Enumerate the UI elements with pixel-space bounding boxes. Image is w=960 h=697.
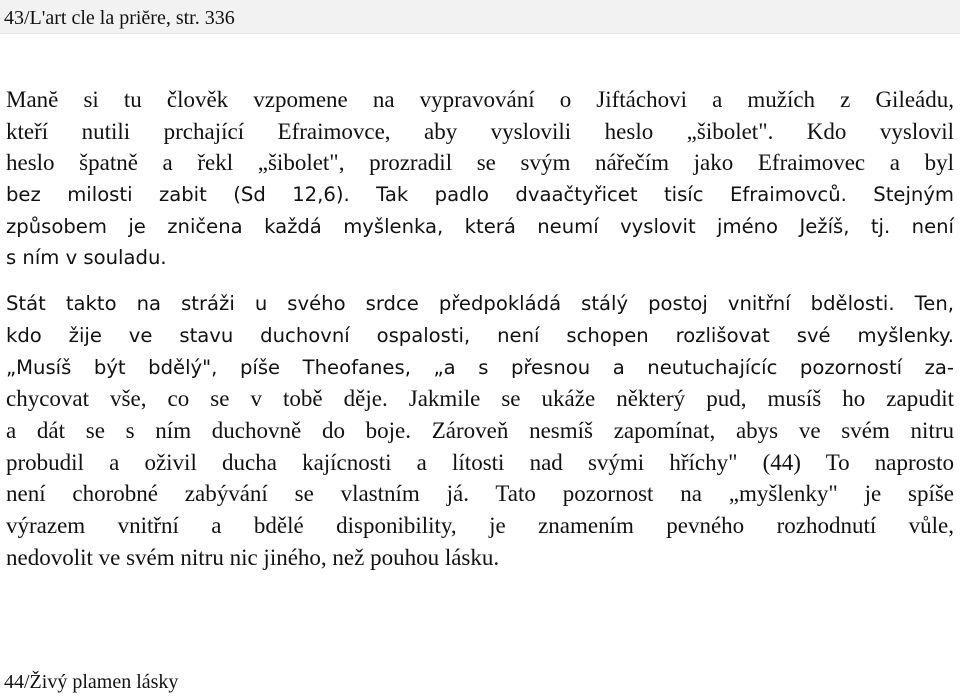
document-body — [6, 84, 954, 573]
page-footer-title: 44/Živý plamen lásky — [4, 671, 179, 693]
paragraph-gap — [6, 274, 954, 288]
text-line: „Musíš být bdělý", píše Theofanes, „a s přesnou a neutuchajícíc pozorností za- — [6, 355, 954, 379]
page-header-title: 43/L'art cle la priĕre, str. 336 — [4, 7, 235, 29]
text-line: s ním v souladu. — [6, 246, 167, 270]
text-line: bez milosti zabit (Sd 12,6). Tak padlo dvaačtyřicet tisíc Efraimovců. Stejným — [6, 183, 954, 207]
text-line: výrazem vnitřní a bdělé disponibility, je znamením pevného rozhodnutí vůle, — [6, 512, 954, 538]
text-line: kdo žije ve stavu duchovní ospalosti, není schopen rozlišovat své myšlenky. — [6, 323, 954, 347]
text-line: Stát takto na stráži u svého srdce předpokládá stálý postoj vnitřní bdělosti. Ten, — [6, 292, 954, 316]
text-line: a dát se s ním duchovně do boje. Zároveň nesmíš zapomínat, abys ve svém nitru — [6, 417, 954, 443]
text-line: nedovolit ve svém nitru nic jiného, než pouhou lásku. — [6, 544, 500, 570]
text-line: není chorobné zabývání se vlastním já. Tato pozornost na „myšlenky" je spíše — [6, 481, 954, 507]
text-line: chycovat vše, co se v tobě děje. Jakmile se ukáže některý pud, musíš ho zapudit — [6, 386, 954, 412]
text-line: probudil a oživil ducha kajícnosti a lítosti nad svými hříchy" (44) To naprosto — [6, 449, 954, 475]
text-line: Manĕ si tu člověk vzpomene na vypravování o Jiftáchovi a mužích z Gileádu, — [6, 87, 954, 112]
text-line: heslo špatně a řekl „šibolet", prozradil se svým nářečím jako Efraimovec a byl — [6, 150, 954, 176]
text-line: kteří nutili prchající Efraimovce, aby vyslovili heslo „šibolet". Kdo vyslovil — [6, 118, 954, 144]
header-divider — [0, 33, 960, 34]
text-line: způsobem je zničena každá myšlenka, která neumí vyslovit jméno Ježíš, tj. není — [6, 214, 954, 238]
